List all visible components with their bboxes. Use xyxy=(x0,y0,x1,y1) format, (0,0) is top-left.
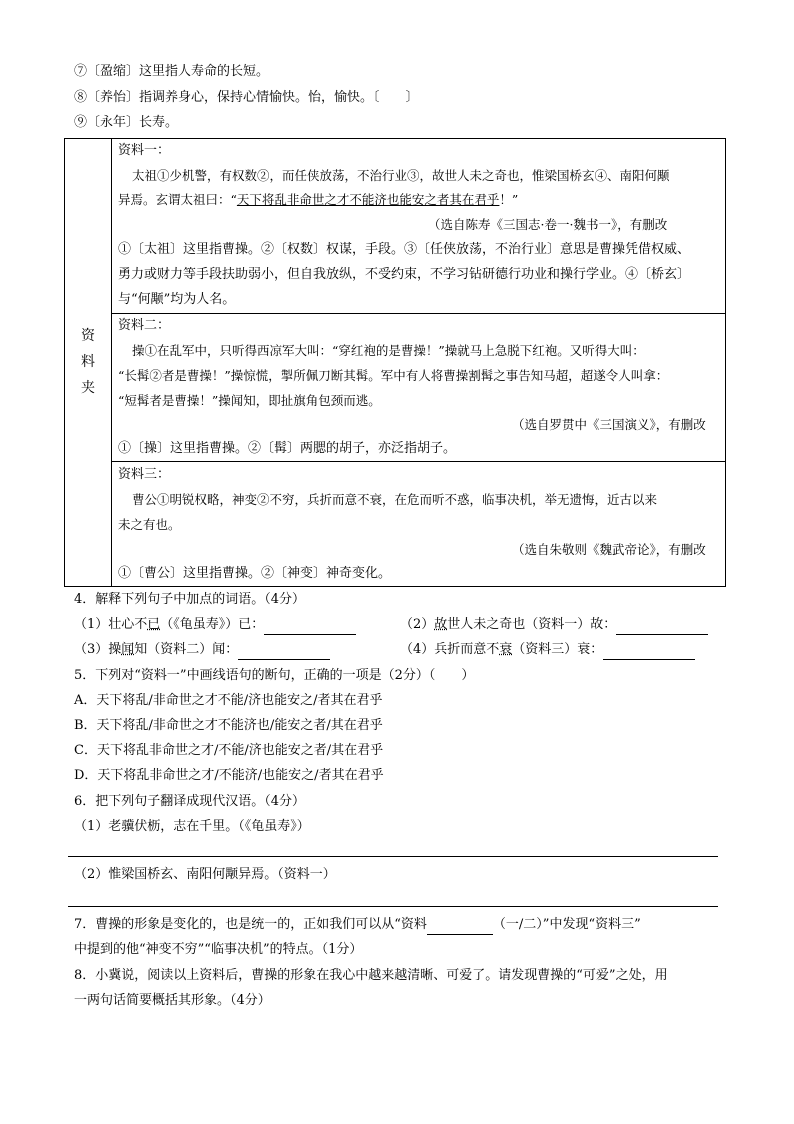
q4-item-4 xyxy=(400,641,695,660)
material-2-line-1: 操①在乱军中，只听得西凉军大叫：“穿红袍的是曹操！”操就马上急脱下红袍。又听得大叫： xyxy=(132,343,645,358)
q4-4-dotted: 衰 xyxy=(499,642,513,657)
q4-stem: 4．解释下列句子中加点的词语。（4分） xyxy=(74,592,306,607)
q7-line-2: 中提到的他“神变不穷”“临事决机”的特点。（1分） xyxy=(74,942,363,957)
q4-3-pre: （3）操 xyxy=(74,642,122,657)
q6-stem: 6．把下列句子翻译成现代汉语。（4分） xyxy=(74,794,306,809)
divider-2 xyxy=(111,461,725,462)
material-1-line-2 xyxy=(118,191,518,209)
note-7: ⑦〔盈缩〕这里指人寿命的长短。 xyxy=(74,64,270,79)
q4-3-post: 知（资料二）闻： xyxy=(134,642,239,657)
material-2-title: 资料二： xyxy=(118,318,171,333)
material-1-title: 资料一： xyxy=(118,143,171,158)
q4-2-pre: （2） xyxy=(400,617,435,632)
material-3-line-2: 未之有也。 xyxy=(118,517,181,532)
q4-4-pre: （4）兵折而意不 xyxy=(400,642,500,657)
q6-sentence-1: （1）老骥伏枥，志在千里。（《龟虽寿》） xyxy=(74,819,310,834)
material-1-note-2: 勇力或财力等手段扶助弱小，但自我放纵，不受约束，不学习钻研德行功业和操行学业。④〔桥玄〕 xyxy=(118,267,691,282)
q4-1-dotted: 已 xyxy=(147,617,161,632)
divider-1 xyxy=(111,313,725,314)
q8-line-1: 8．小冀说，阅读以上资料后，曹操的形象在我心中越来越清晰、可爱了。请发现曹操的“可爱”之处，用 xyxy=(74,968,668,983)
q5-option-d[interactable]: D．天下将乱非命世之才/不能济/也能安之/者其在君乎 xyxy=(74,768,384,783)
q6-answer-line-2[interactable] xyxy=(68,906,718,907)
q7-line-1a: 7．曹操的形象是变化的，也是统一的，正如我们可以从“资料 xyxy=(74,917,427,932)
material-1-line-2a: 异焉。玄谓太祖曰：“ xyxy=(118,192,237,207)
q6-answer-line-1[interactable] xyxy=(68,856,718,857)
q4-3-answer-blank[interactable] xyxy=(238,641,330,660)
material-1-note-1: ①〔太祖〕这里指曹操。②〔权数〕权谋，手段。③〔任侠放荡，不治行业〕意思是曹操凭借权威、 xyxy=(118,242,691,257)
note-8: ⑧〔养怡〕指调养身心，保持心情愉快。怡，愉快。〔 〕 xyxy=(74,90,419,105)
q5-option-c[interactable]: C．天下将乱非命世之才/不能/济也能安之者/其在君乎 xyxy=(74,743,384,758)
q4-2-answer-blank[interactable] xyxy=(616,616,708,635)
material-2-source: （选自罗贯中《三国演义》，有删改 xyxy=(512,417,706,432)
side-label-column xyxy=(65,139,112,586)
q4-4-post: （资料三）衰： xyxy=(512,642,604,657)
q4-1-answer-blank[interactable] xyxy=(264,616,356,635)
note-9: ⑨〔永年〕长寿。 xyxy=(74,115,179,130)
q4-item-3 xyxy=(74,641,330,660)
material-2-note: ①〔操〕这里指曹操。②〔髯〕两腮的胡子，亦泛指胡子。 xyxy=(118,441,457,456)
q5-option-a[interactable]: A．天下将乱/非命世之才不能/济也能安之/者其在君乎 xyxy=(74,693,383,708)
q5-option-b[interactable]: B．天下将乱/非命世之才不能济也/能安之者/其在君乎 xyxy=(74,718,383,733)
material-3-note: ①〔曹公〕这里指曹操。②〔神变〕神奇变化。 xyxy=(118,566,392,581)
q4-2-post: 世人未之奇也（资料一）故： xyxy=(447,617,617,632)
q4-1-post: （《龟虽寿》）已： xyxy=(160,617,265,632)
q7-line-1b: （一/二）”中发现“资料三” xyxy=(492,917,641,932)
material-3-line-1: 曹公①明锐权略，神变②不穷，兵折而意不衰，在危而听不惑，临事决机，举无遗悔，近古以来 xyxy=(132,492,658,507)
q5-stem: 5．下列对“资料一”中画线语句的断句，正确的一项是（2分）（ ） xyxy=(74,668,475,683)
material-3-title: 资料三： xyxy=(118,467,171,482)
q7-answer-blank[interactable] xyxy=(427,916,493,935)
material-2-line-2: “长髯②者是曹操！”操惊慌，掣所佩刀断其髯。军中有人将曹操割髯之事告知马超，超遂令人叫拿： xyxy=(118,368,669,383)
material-3-source: （选自朱敬则《魏武帝论》，有删改 xyxy=(512,542,706,557)
q4-1-pre: （1）壮心不 xyxy=(74,617,148,632)
material-1-line-2b: ！” xyxy=(499,192,519,207)
q4-3-dotted: 闻 xyxy=(121,642,135,657)
q7-line-1 xyxy=(74,916,641,935)
q8-line-2: 一两句话简要概括其形象。（4分） xyxy=(74,993,271,1008)
material-2-line-3: “短髯者是曹操！”操闻知，即扯旗角包颈而逃。 xyxy=(118,393,381,408)
q6-sentence-2: （2）惟梁国桥玄、南阳何颙异焉。（资料一） xyxy=(74,867,336,882)
material-1-note-3: 与“何颙”均为人名。 xyxy=(118,292,236,307)
q4-item-2 xyxy=(400,616,708,635)
q4-4-answer-blank[interactable] xyxy=(603,641,695,660)
q4-2-dotted: 故 xyxy=(434,617,448,632)
side-label: 资料夹 xyxy=(81,328,95,396)
material-1-source: （选自陈寿《三国志·卷一·魏书一》，有删改 xyxy=(428,217,668,232)
underlined-sentence: 天下将乱非命世之才不能济也能安之者其在君乎 xyxy=(236,192,500,207)
material-1-line-1: 太祖①少机警，有权数②，而任侠放荡，不治行业③，故世人未之奇也，惟梁国桥玄④、南阳何颙 xyxy=(132,168,670,183)
q4-item-1 xyxy=(74,616,356,635)
